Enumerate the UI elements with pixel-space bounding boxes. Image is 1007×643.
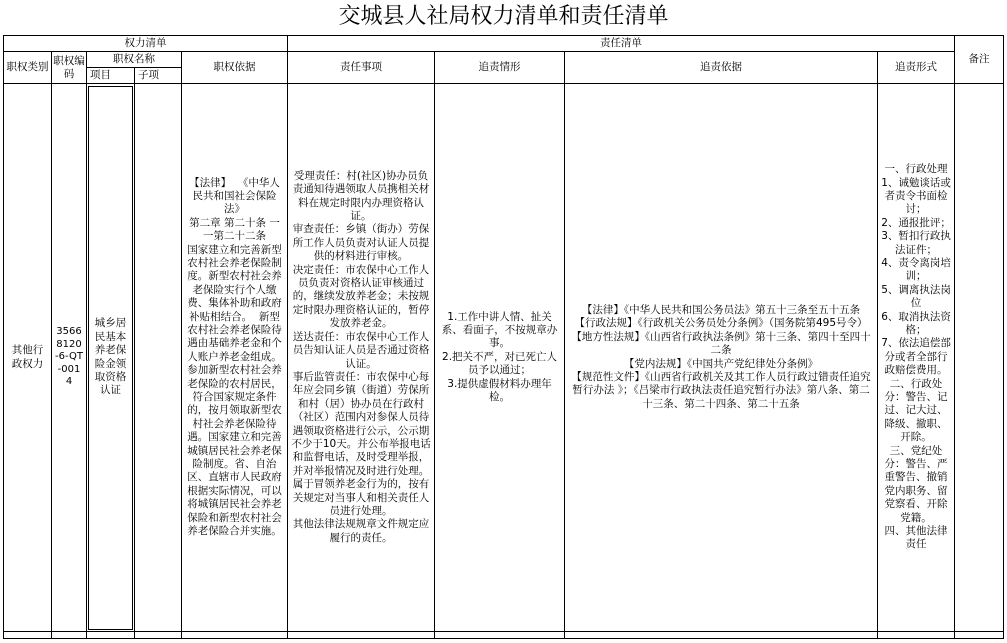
next-row-edge [4, 632, 1004, 639]
table-row [4, 84, 1004, 632]
duty-items-cell: 受理责任：村(社区)协办员负责通知待遇领取人员携相关材料在规定时限内办理资格认证。 审查责任：乡镇（街办）劳保所工作人员负责对认证人员提供的材料进行审核。 决定责任：市农保中心工作人员负责对资格认证审核通过的，继续发放养老金；未按规定时限办理资格认证的，暂停发放养老金。 送达责任：市农保中心工作人员告知认证人员是否通过资格认证。 事后监管责任：市农保中心每年应会同乡镇（街道）劳保所和村（居）协办员在行政村（社区）范围内对参保人员待遇领取资格进行公示，公示期不少于10天。并公布举报电话和监督电话，及时受理举报，并对举报情况及时进行处理。属于冒领养老金行为的，按有关规定对当事人和相关责任人员进行处理。 其他法律法规规章文件规定应履行的责任。 [291, 169, 431, 544]
basis-cell: 【法律】 《中华人民共和国社会保险法》 第二章 第二十条 一一第二十二条 国家建立和完善新型农村社会养老保险制度。新型农村社会养老保险实行个人缴费、集体补助和政府补贴相结合。 新型农村社会养老保险待遇由基础养老金和个人账户养老金组成。参加新型农村社会养老保险的农村居民，符合国家规定条件的，按月领取新型农村社会养老保险待遇。国家建立和完善城镇居民社会养老保险制度。省、自治区、直辖市人民政府根据实际情况，可以将城镇居民社会养老保险和新型农村社会养老保险合并实施。 [187, 176, 282, 538]
accountability-situation-header: 追责情形 [435, 52, 565, 84]
power-list-header: 权力清单 [4, 36, 288, 52]
accountability-situation-cell: 1.工作中讲人情、扯关系、看面子，不按规章办事。 2.把关不严，对已死亡人员予以通过； 3.提供虚假材料办理年检。 [441, 310, 558, 404]
category-header: 职权类别 [4, 52, 52, 84]
remark-cell [955, 356, 1003, 360]
code-header: 职权编码 [52, 52, 87, 84]
code-cell: 35668120-6-QT-0014 [55, 326, 83, 388]
remark-header: 备注 [955, 36, 1004, 84]
subitem-header: 子项 [135, 68, 182, 84]
power-duty-table [3, 35, 1004, 639]
accountability-basis-header: 追责依据 [565, 52, 878, 84]
accountability-basis-cell: 【法律】《中华人民共和国公务员法》第五十三条至五十五条 【行政法规】《行政机关公务员处分条例》（国务院第495号令） 【地方性法规】《山西省行政执法条例》第十三条、第四十至四十二条 【党内法规】《中国共产党纪律处分条例》 【规范性文件】《山西省行政机关及其工作人员行政过错责任追究暂行办法 》；《吕梁市行政执法责任追究暂行办法》第八条、第二十三条、第二十四条、第二十五条 [571, 303, 871, 410]
item-cell: 城乡居民基本养老保险金领取资格认证 [94, 317, 127, 397]
page-title: 交城县人社局权力清单和责任清单 [338, 4, 669, 29]
name-header: 职权名称 [87, 52, 182, 68]
duty-list-header: 责任清单 [288, 36, 955, 52]
basis-header: 职权依据 [182, 52, 288, 84]
subitem-cell [135, 356, 181, 360]
accountability-form-header: 追责形式 [878, 52, 955, 84]
accountability-form-cell: 一、行政处理 1、诫勉谈话或者责令书面检讨； 2、通报批评； 3、暂扣行政执法证件； 4、责令离岗培训； 5、调离执法岗位 6、取消执法资格； 7、依法追偿部分或者全部行政赔偿费用。 二、行政处分：警告、记过、记大过、降级、撤职、开除。 三、党纪处分：警告、严重警告、撤销党内职务、留党察看、开除党籍。 四、其他法律责任 [881, 163, 951, 551]
item-header: 项目 [87, 68, 135, 84]
category-cell: 其他行政权力 [11, 344, 44, 370]
duty-items-header: 责任事项 [288, 52, 435, 84]
item-cell-box[interactable] [88, 86, 133, 630]
